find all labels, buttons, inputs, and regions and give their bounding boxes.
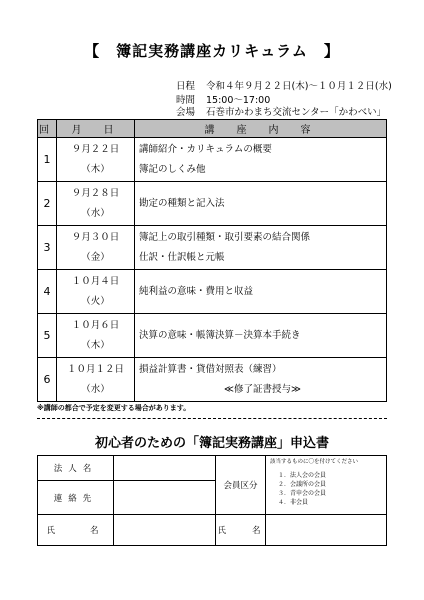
name-field-right[interactable] — [266, 515, 387, 546]
content-line: 決算の意味・帳簿決算－決算本手続き — [139, 329, 301, 341]
content-line: ≪修了証書授与≫ — [224, 383, 301, 395]
member-type-options[interactable] — [266, 456, 387, 515]
session-content — [135, 138, 387, 182]
date-text: ９月３０日 — [71, 231, 120, 243]
content-line: 勘定の種類と記入法 — [139, 197, 225, 209]
session-number: 4 — [38, 270, 57, 314]
session-date — [57, 226, 135, 270]
session-date — [57, 358, 135, 402]
corp-name-field[interactable] — [114, 456, 216, 481]
schedule-date — [176, 80, 392, 94]
table-row — [38, 226, 387, 270]
session-content — [135, 226, 387, 270]
contact-field[interactable] — [114, 481, 216, 515]
option-item[interactable]: ３．青申会の会員 — [278, 490, 327, 497]
date-text: ９月２８日 — [71, 187, 120, 199]
session-number: 3 — [38, 226, 57, 270]
header-date: 月 日 — [57, 120, 135, 138]
curriculum-table — [37, 119, 387, 402]
session-number: 2 — [38, 182, 57, 226]
venue-value: 石巻市かわまち交流センター「かわべい」 — [206, 107, 387, 118]
content-line: 簿記のしくみ他 — [139, 163, 206, 175]
name-field-left[interactable] — [114, 515, 216, 546]
options-instruction: 該当するものに〇を付けてください — [270, 459, 359, 465]
header-session: 回 — [38, 120, 57, 138]
session-number: 5 — [38, 314, 57, 358]
session-content — [135, 358, 387, 402]
session-number: 1 — [38, 138, 57, 182]
name-label-left: 氏 名 — [38, 515, 114, 546]
date-text: １０月４日 — [71, 275, 120, 287]
table-row — [38, 270, 387, 314]
time-label: 時間 — [176, 95, 196, 106]
weekday-text: （火） — [81, 295, 110, 307]
table-row — [38, 182, 387, 226]
table-row — [38, 314, 387, 358]
weekday-text: （金） — [81, 251, 110, 263]
curriculum-header-row — [38, 120, 387, 138]
option-item[interactable]: ４．非会員 — [278, 499, 309, 506]
date-value: 令和４年９月２２日(木)〜１０月１２日(水) — [206, 81, 392, 92]
content-line: 純利益の意味・費用と収益 — [139, 285, 254, 297]
application-form — [37, 455, 387, 546]
session-content — [135, 270, 387, 314]
table-row — [38, 138, 387, 182]
weekday-text: （木） — [81, 163, 110, 175]
application-title: 初心者のための「簿記実務講座」申込書 — [94, 436, 329, 451]
option-item[interactable]: １．法人会の会員 — [278, 472, 327, 479]
date-label: 日程 — [176, 81, 196, 92]
weekday-text: （水） — [81, 383, 110, 395]
session-date — [57, 138, 135, 182]
venue-label: 会場 — [176, 107, 196, 118]
corp-name-label: 法人名 — [38, 456, 114, 481]
page-title: 【 簿記実務講座カリキュラム 】 — [84, 42, 340, 60]
option-item[interactable]: ２．会議所の会員 — [278, 481, 327, 488]
content-line: 講師紹介・カリキュラムの概要 — [139, 143, 272, 155]
session-number: 6 — [38, 358, 57, 402]
date-text: １０月１２日 — [66, 363, 124, 375]
name-label-right: 氏 名 — [216, 515, 266, 546]
content-line: 損益計算書・貸借対照表（練習） — [139, 363, 282, 375]
content-line: 簿記上の取引種類・取引要素の結合関係 — [139, 231, 311, 243]
date-text: ９月２２日 — [71, 143, 120, 155]
form-row — [38, 515, 387, 546]
weekday-text: （木） — [81, 339, 110, 351]
session-content — [135, 314, 387, 358]
content-line: 仕訳・仕訳帳と元帳 — [139, 251, 225, 263]
weekday-text: （水） — [81, 207, 110, 219]
session-date — [57, 314, 135, 358]
time-value: 15:00〜17:00 — [206, 95, 271, 106]
session-date — [57, 182, 135, 226]
header-content: 講 座 内 容 — [135, 120, 387, 138]
session-content — [135, 182, 387, 226]
contact-label: 連絡先 — [38, 481, 114, 515]
cut-line — [37, 418, 387, 419]
table-row — [38, 358, 387, 402]
date-text: １０月６日 — [71, 319, 120, 331]
session-date — [57, 270, 135, 314]
schedule-note: ※講師の都合で予定を変更する場合があります。 — [37, 404, 191, 412]
member-type-label: 会員区分 — [216, 456, 266, 515]
schedule-venue — [176, 106, 386, 120]
form-row — [38, 456, 387, 481]
